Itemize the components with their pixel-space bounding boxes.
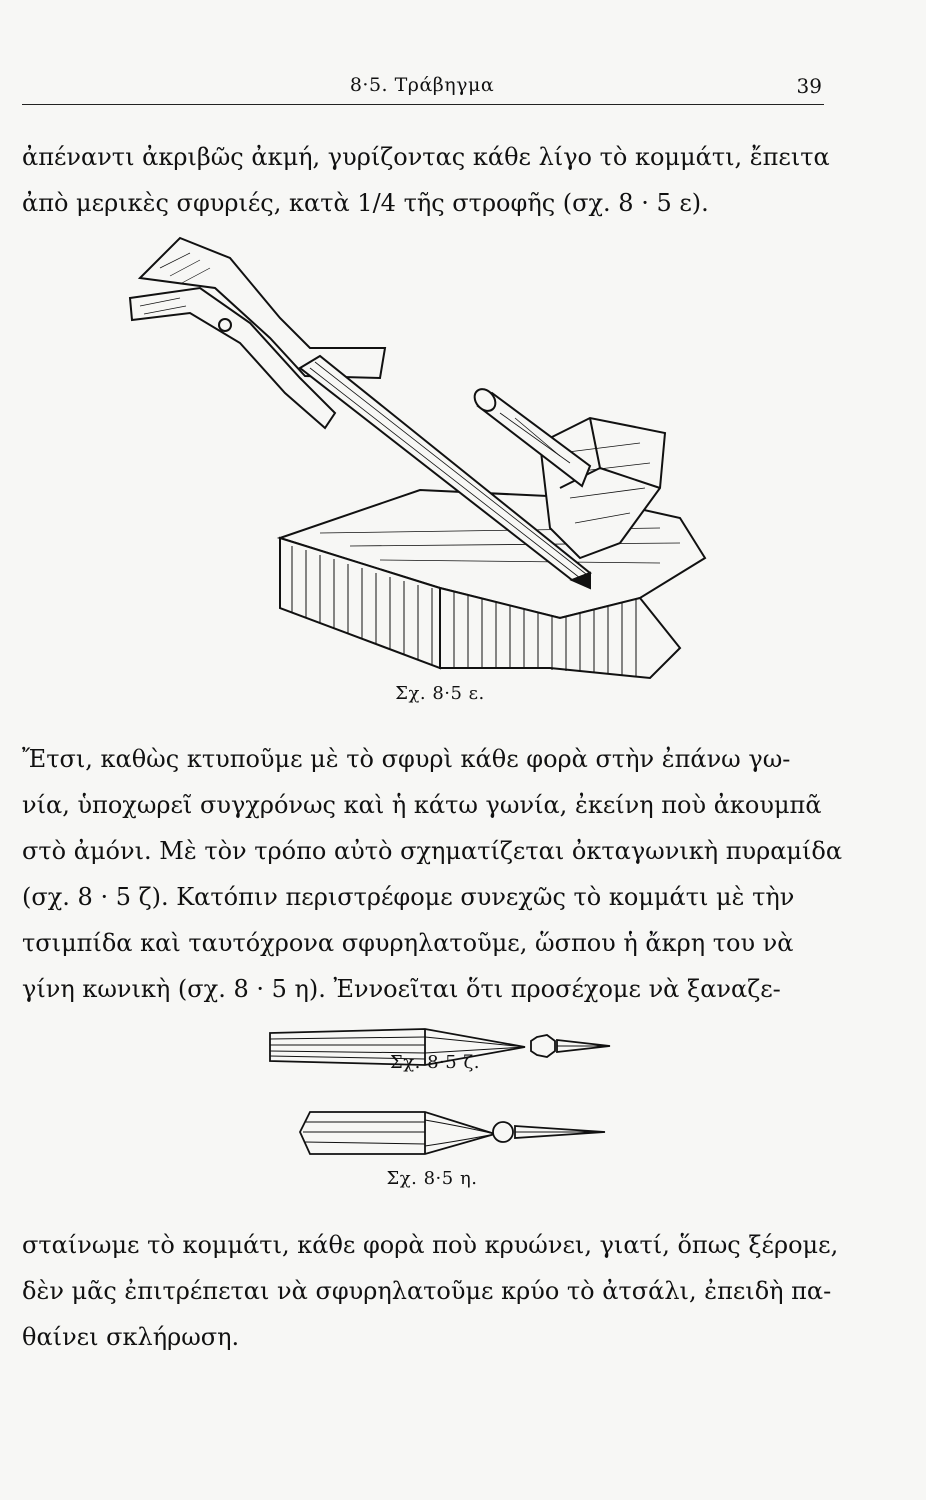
paragraph-3 <box>22 1222 842 1360</box>
text-line: ἀπὸ μερικὲς σφυριές, κατὰ 1/4 τῆς στροφῆς (σχ. 8 · 5 ε). <box>22 189 709 217</box>
figure-conical-point <box>265 1102 615 1172</box>
paragraph-2 <box>22 736 842 1012</box>
figure-caption: Σχ. 8·5 ε. <box>395 683 485 704</box>
text-line: ἀπέναντι ἀκριβῶς ἀκμή, γυρίζοντας κάθε λίγο τὸ κομμάτι, ἔπειτα <box>22 143 830 171</box>
text-line: τσιμπίδα καὶ ταυτόχρονα σφυρηλατοῦμε, ὥσπου ἡ ἄκρη του νὰ <box>22 929 794 957</box>
page-number: 39 <box>796 74 822 98</box>
figure-caption: Σχ. 8·5 η. <box>386 1168 478 1189</box>
text-line: (σχ. 8 · 5 ζ). Κατόπιν περιστρέφομε συνεχῶς τὸ κομμάτι μὲ τὴν <box>22 883 795 911</box>
text-line: γίνη κωνικὴ (σχ. 8 · 5 η). Ἐννοεῖται ὅτι προσέχομε νὰ ξαναζε- <box>22 975 781 1003</box>
figure-tongs-hammer-anvil <box>120 228 720 688</box>
text-line: νία, ὑποχωρεῖ συγχρόνως καὶ ἡ κάτω γωνία, ἐκείνη ποὺ ἀκουμπᾶ <box>22 791 822 819</box>
paragraph-1 <box>22 134 842 226</box>
text-line: θαίνει σκλήρωση. <box>22 1323 240 1351</box>
text-line: δὲν μᾶς ἐπιτρέπεται νὰ σφυρηλατοῦμε κρύο τὸ ἀτσάλι, ἐπειδὴ πα- <box>22 1277 832 1305</box>
running-head <box>22 74 822 104</box>
figure-caption: Σχ. 8·5 ζ. <box>390 1052 480 1073</box>
header-rule <box>22 104 824 105</box>
text-line: στὸ ἀμόνι. Μὲ τὸν τρόπο αὐτὸ σχηματίζεται ὀκταγωνικὴ πυραμίδα <box>22 837 843 865</box>
text-line: Ἔτσι, καθὼς κτυποῦμε μὲ τὸ σφυρὶ κάθε φορὰ στὴν ἐπάνω γω- <box>22 745 791 773</box>
text-line: σταίνωμε τὸ κομμάτι, κάθε φορὰ ποὺ κρυώνει, γιατί, ὅπως ξέρομε, <box>22 1231 839 1259</box>
section-title: 8·5. Τράβηγμα <box>349 74 495 96</box>
